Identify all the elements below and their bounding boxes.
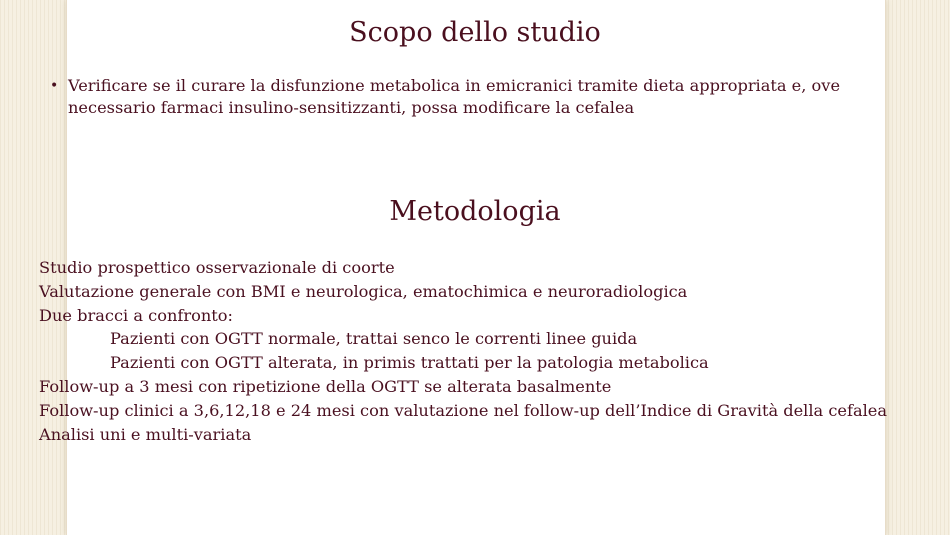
scope-bullet [50,75,870,119]
method-line: Follow-up a 3 mesi con ripetizione della OGTT se alterata basalmente [39,376,612,396]
method-line: Studio prospettico osservazionale di coorte [39,258,395,277]
title-scopo-dello-studio: Scopo dello studio [349,17,601,48]
methodology-list [39,256,944,446]
method-subline: Pazienti con OGTT alterata, in primis trattati per la patologia metabolica [110,353,709,373]
method-line: Follow-up clinici a 3,6,12,18 e 24 mesi con valutazione nel follow-up dell’Indice di Gravità della cefalea [39,400,888,420]
method-line: Due bracci a confronto: [39,305,233,325]
method-line: Analisi uni e multi-variata [39,424,252,444]
method-subline: Pazienti con OGTT normale, trattai senco le correnti linee guida [110,329,638,349]
scope-bullet-text: Verificare se il curare la disfunzione metabolica in emicranici tramite dieta appropriata e, ove necessario farmaci insulino-sensitizzanti, possa modificare la cefalea [68,76,841,117]
title-metodologia: Metodologia [389,196,561,227]
method-line: Valutazione generale con BMI e neurologica, ematochimica e neuroradiologica [39,281,688,301]
bullet-marker: • [50,78,59,94]
